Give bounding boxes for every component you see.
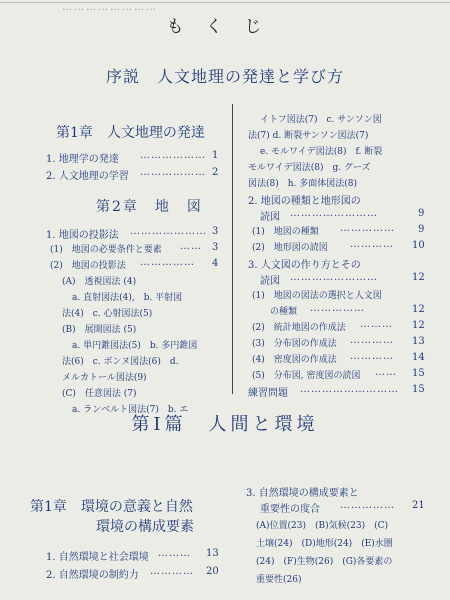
toc-subentry: 法(7) d. 断裂サンソン図法(7) — [248, 131, 369, 141]
toc-subentry: (1) 地図の必要条件と要素 — [50, 245, 162, 255]
leader: …………………… — [290, 272, 378, 283]
header-dots: …………………… — [62, 2, 158, 13]
part-1-heading: 第I篇 人間と環境 — [131, 414, 319, 435]
toc-subentry: a. 直射図法(4), b. 平射図 — [72, 293, 183, 303]
toc-subentry: (1) 地図の図法の選択と人文図 — [252, 291, 382, 301]
toc-subentry: 重要性(26) — [256, 575, 302, 585]
toc-subentry: の種類 — [270, 307, 298, 317]
page-number: 4 — [212, 258, 219, 269]
toc-subentry: e. モルワイデ図法(8) f. 断裂 — [260, 147, 383, 157]
toc-entry: 2. 自然環境の制約力 — [46, 570, 139, 581]
leader: …………………… — [290, 208, 378, 219]
page-number: 3 — [212, 242, 219, 253]
intro-heading: 序説 人文地理の発達と学び方 — [105, 67, 344, 86]
toc-entry: 1. 地図の投影法 — [46, 230, 119, 241]
leader: …… — [180, 241, 202, 252]
toc-entry: 1. 地理学の発達 — [46, 154, 119, 165]
leader: ………………… — [130, 226, 207, 237]
toc-subentry: (3) 分布図の作成法 — [252, 339, 337, 349]
toc-subentry: (2) 統計地図の作成法 — [252, 323, 346, 333]
column-divider — [232, 104, 233, 394]
page-title: もくじ — [166, 17, 284, 37]
toc-subentry: (24) (F)生物(26) (G)各要素の — [256, 557, 393, 567]
toc-subentry: (2) 地形図の読図 — [252, 243, 328, 253]
leader: …………… — [140, 257, 195, 268]
page-number: 21 — [412, 500, 425, 511]
toc-subentry: (1) 地図の種類 — [252, 227, 319, 237]
page-number: 12 — [412, 320, 425, 331]
page-number: 2 — [212, 167, 219, 178]
toc-subentry: a. 単円錐図法(5) b. 多円錐図 — [72, 341, 198, 351]
page-number: 9 — [418, 208, 425, 219]
leader: ………… — [350, 335, 394, 346]
toc-subentry: 図法(8) h. 多面体図法(8) — [248, 179, 358, 189]
toc-entry: 2. 地図の種類と地形図の — [248, 196, 361, 207]
page-number: 15 — [412, 384, 425, 395]
page-number: 1 — [212, 150, 219, 161]
page-number: 9 — [418, 224, 425, 235]
leader: ………… — [350, 239, 394, 250]
leader: …………… — [340, 223, 395, 234]
toc-entry: 2. 人文地理の学習 — [46, 171, 129, 182]
toc-entry: 3. 人文図の作り方とその — [248, 260, 361, 271]
leader: ……… — [158, 548, 191, 559]
page-number: 10 — [412, 240, 425, 251]
page-number: 12 — [412, 304, 425, 315]
leader: …………… — [310, 303, 365, 314]
toc-subentry: (C) 任意図法 (7) — [62, 389, 137, 399]
page-number: 14 — [412, 352, 425, 363]
toc-subentry: a. ランベルト図法(7) b. エ — [72, 405, 189, 415]
toc-subentry: イトフ図法(7) c. サンソン図 — [260, 115, 382, 125]
leader: ……… — [360, 319, 393, 330]
toc-subentry: (4) 密度図の作成法 — [252, 355, 337, 365]
page-number: 15 — [412, 368, 425, 379]
part1-chapter-1-heading-cont: 環境の構成要素 — [96, 519, 194, 535]
leader: ………… — [150, 566, 194, 577]
page-number: 13 — [412, 336, 425, 347]
leader: ………… — [350, 351, 394, 362]
toc-entry: 読図 — [260, 212, 280, 223]
page-number: 12 — [412, 272, 425, 283]
toc-entry: 1. 自然環境と社会環境 — [46, 552, 149, 563]
chapter-1-heading: 第1章 人文地理の発達 — [56, 125, 205, 141]
toc-entry: 読図 — [260, 276, 280, 287]
toc-subentry: モルワイデ図法(8) g. グーズ — [248, 163, 371, 173]
leader: ……………… — [140, 150, 206, 161]
toc-subentry: (A) 透視図法 (4) — [62, 277, 137, 287]
leader: ……………………… — [300, 384, 399, 395]
page-number: 13 — [206, 548, 219, 559]
toc-subentry: (2) 地図の投影法 — [50, 261, 126, 271]
leader: …………… — [340, 500, 395, 511]
toc-subentry: 法(6) c. ボンヌ図法(6) d. — [62, 357, 179, 367]
toc-subentry: メルカトール図法(9) — [62, 373, 147, 383]
toc-subentry: (B) 展開図法 (5) — [62, 325, 137, 335]
toc-entry: 3. 自然環境の構成要素と — [246, 488, 359, 499]
leader: …… — [375, 367, 397, 378]
toc-subentry: (A)位置(23) (B)気候(23) (C) — [256, 521, 389, 531]
page-number: 3 — [212, 226, 219, 237]
toc-entry: 練習問題 — [248, 388, 288, 399]
page-number: 20 — [206, 566, 219, 577]
leader: ……………… — [140, 167, 206, 178]
chapter-2-heading: 第2章 地 図 — [96, 199, 203, 215]
toc-subentry: (5) 分布図, 密度図の読図 — [252, 371, 361, 381]
toc-entry: 重要性の度合 — [260, 504, 320, 515]
toc-subentry: 法(4) c. 心射図法(5) — [62, 309, 153, 319]
part1-chapter-1-heading: 第1章 環境の意義と自然 — [30, 499, 193, 515]
toc-subentry: 土壌(24) (D)地形(24) (E)水圏 — [256, 539, 393, 549]
